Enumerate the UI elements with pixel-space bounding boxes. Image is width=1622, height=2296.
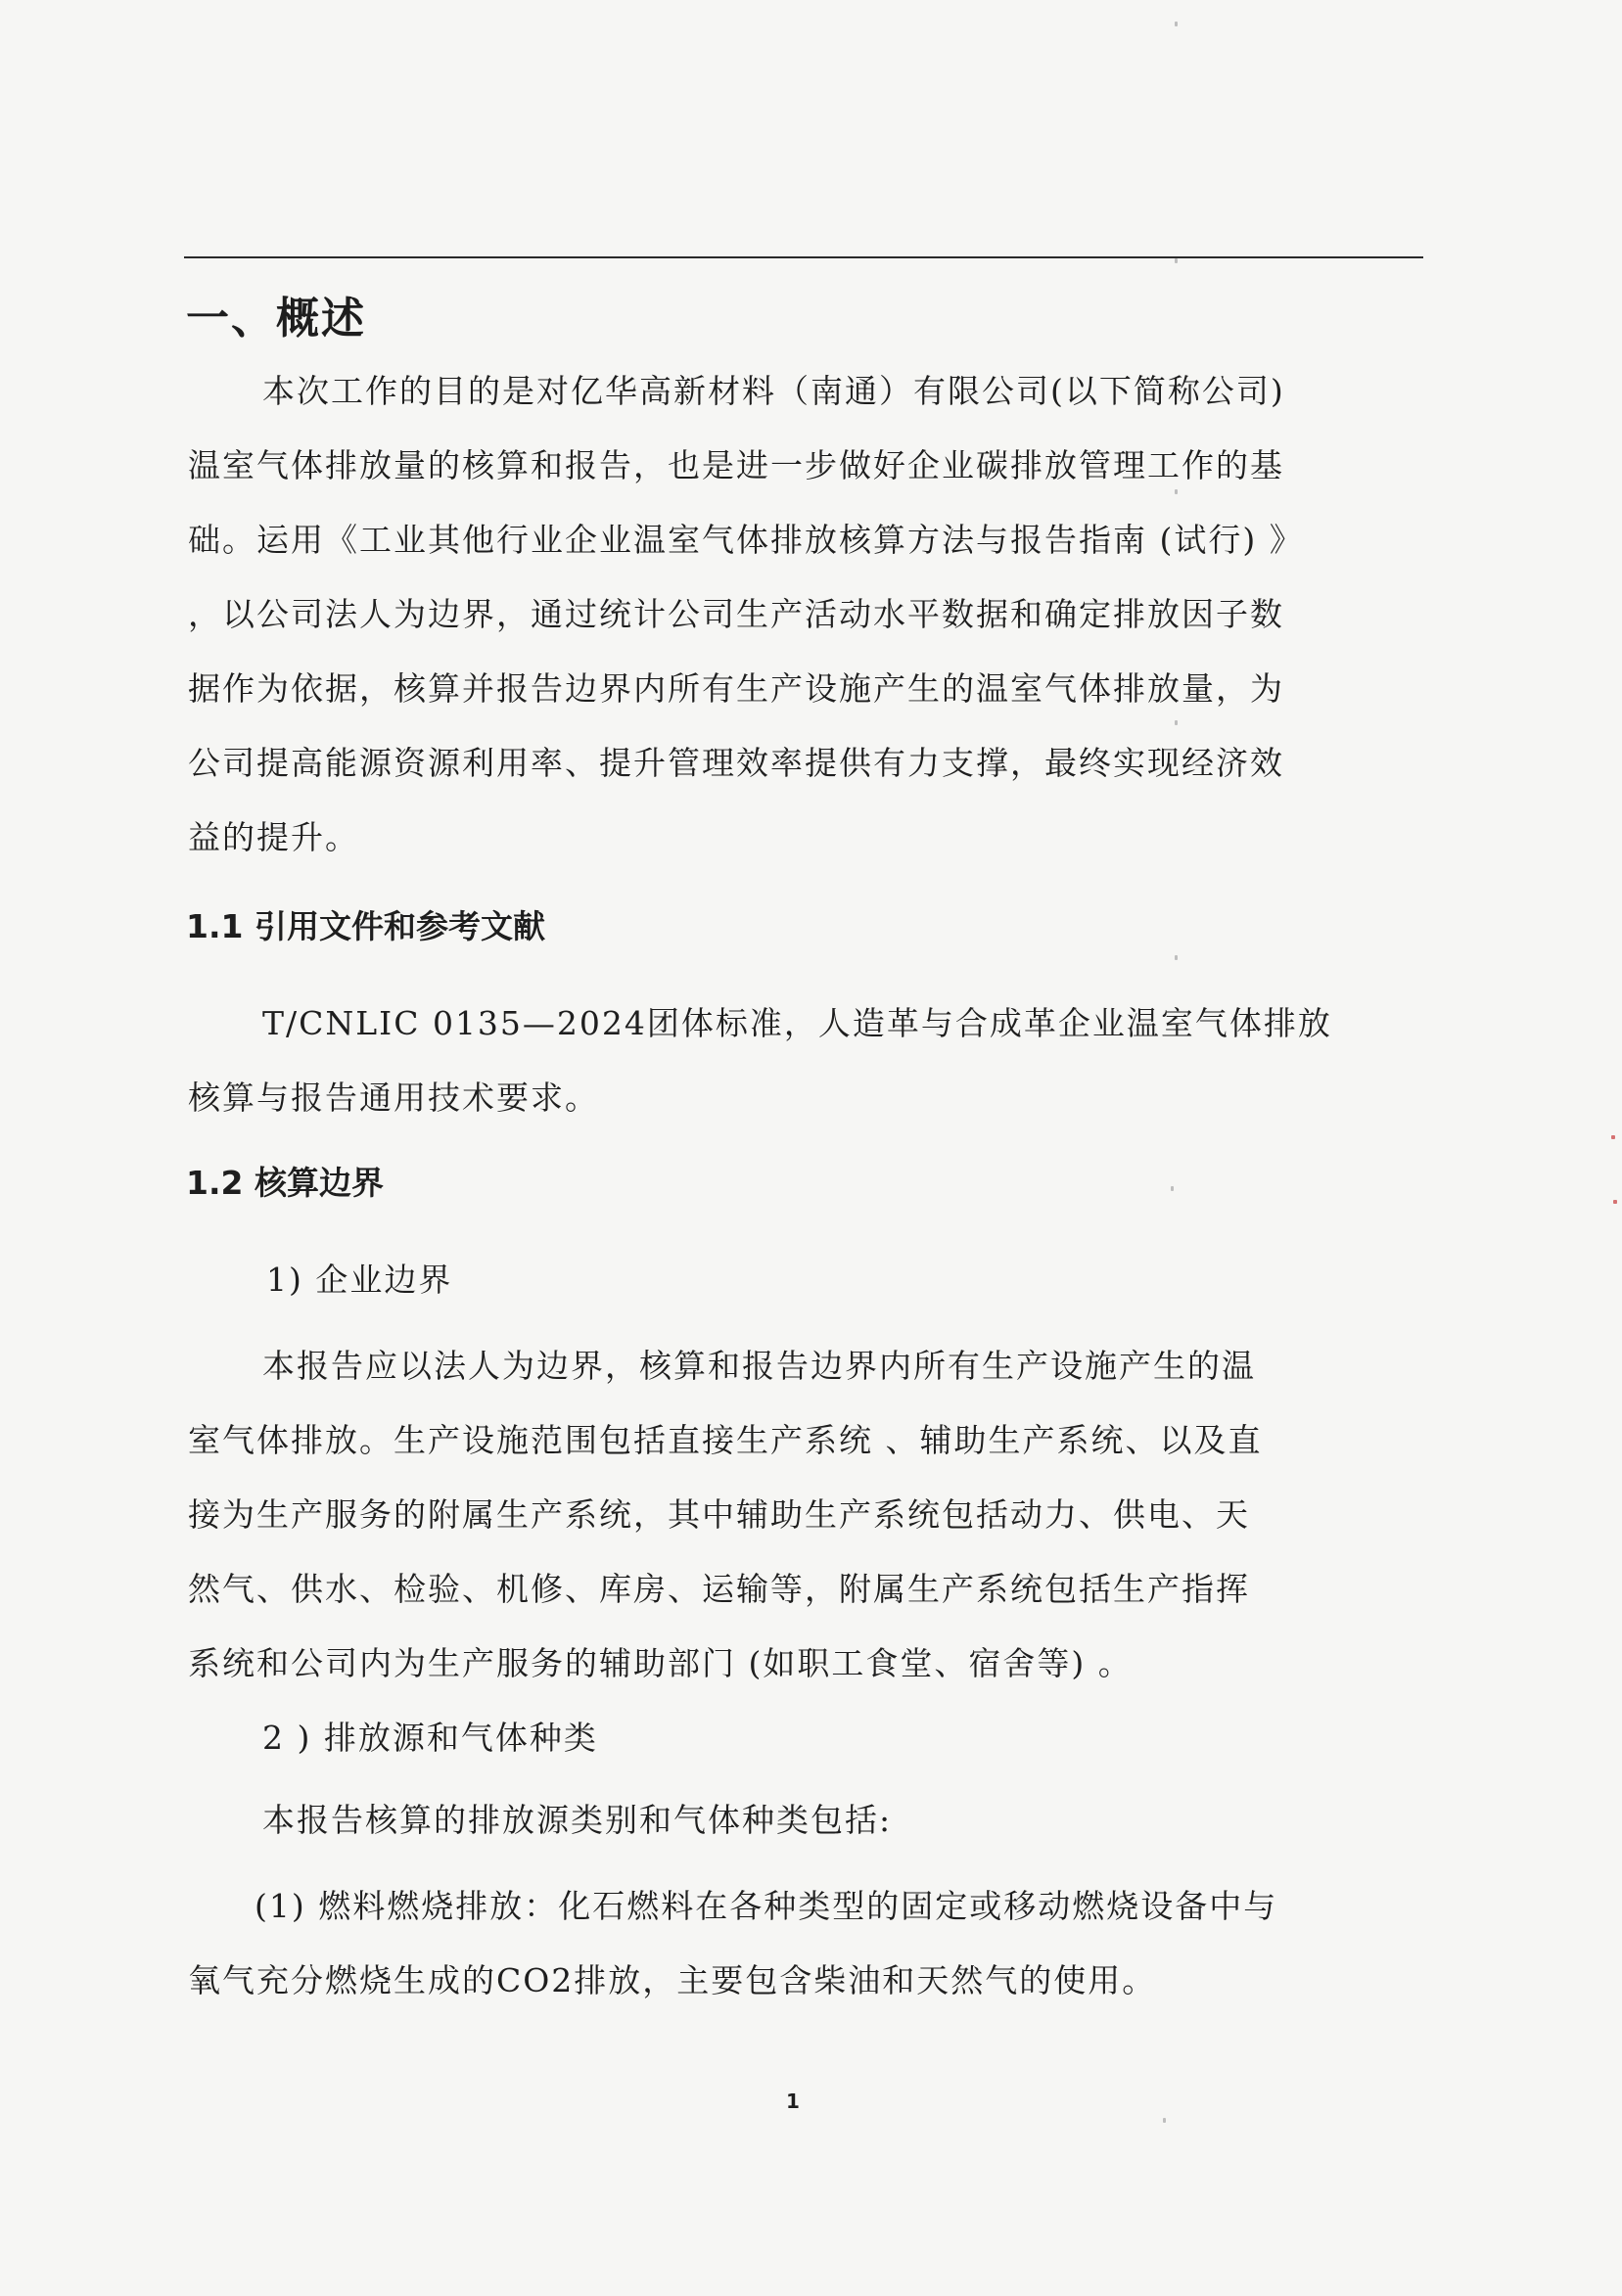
paragraph-line: T/CNLIC 0135—2024团体标准，人造革与合成革企业温室气体排放 xyxy=(262,1004,1332,1042)
list-item-label: 2 ) 排放源和气体种类 xyxy=(262,1719,598,1757)
paragraph-line: 氧气充分燃烧生成的CO2排放，主要包含柴油和天然气的使用。 xyxy=(188,1961,1157,1999)
page-number: 1 xyxy=(786,2089,800,2113)
scan-speck xyxy=(1613,1200,1617,1204)
paragraph-line: 核算与报告通用技术要求。 xyxy=(188,1079,599,1117)
paragraph-line: 系统和公司内为生产服务的辅助部门 (如职工食堂、宿舍等) 。 xyxy=(188,1644,1133,1682)
paragraph-line: 公司提高能源资源利用率、提升管理效率提供有力支撑，最终实现经济效 xyxy=(188,744,1284,782)
paragraph-line: 益的提升。 xyxy=(188,818,359,856)
scan-speck xyxy=(1175,22,1178,26)
paragraph-line: 本次工作的目的是对亿华高新材料（南通）有限公司(以下简称公司) xyxy=(262,372,1285,410)
paragraph-line: 温室气体排放量的核算和报告，也是进一步做好企业碳排放管理工作的基 xyxy=(188,446,1284,484)
subsection-title-boundary: 1.2 核算边界 xyxy=(186,1164,384,1202)
section-title: 一、概述 xyxy=(186,294,366,344)
scan-speck xyxy=(1171,1186,1174,1191)
header-rule xyxy=(184,256,1423,258)
scan-speck xyxy=(1175,720,1178,725)
scan-speck xyxy=(1163,2118,1166,2123)
paragraph-line: 室气体排放。生产设施范围包括直接生产系统 、辅助生产系统、以及直 xyxy=(188,1421,1263,1459)
paragraph-line: 据作为依据，核算并报告边界内所有生产设施产生的温室气体排放量，为 xyxy=(188,669,1284,708)
list-item-label: 1) 企业边界 xyxy=(266,1261,453,1299)
paragraph-line: 础。运用《工业其他行业企业温室气体排放核算方法与报告指南 (试行) 》 xyxy=(188,521,1304,559)
paragraph-line: 本报告核算的排放源类别和气体种类包括: xyxy=(262,1801,893,1839)
scan-speck xyxy=(1175,489,1178,494)
paragraph-line: 本报告应以法人为边界，核算和报告边界内所有生产设施产生的温 xyxy=(262,1347,1256,1385)
paragraph-line: (1) 燃料燃烧排放：化石燃料在各种类型的固定或移动燃烧设备中与 xyxy=(255,1887,1278,1925)
scan-speck xyxy=(1175,955,1178,960)
scan-speck xyxy=(1175,258,1178,263)
subsection-title-references: 1.1 引用文件和参考文献 xyxy=(186,907,545,945)
scan-speck xyxy=(1611,1135,1615,1139)
paragraph-line: 接为生产服务的附属生产系统，其中辅助生产系统包括动力、供电、天 xyxy=(188,1495,1250,1534)
paragraph-line: ，以公司法人为边界，通过统计公司生产活动水平数据和确定排放因子数 xyxy=(188,595,1284,633)
paragraph-line: 然气、供水、检验、机修、库房、运输等，附属生产系统包括生产指挥 xyxy=(188,1570,1250,1608)
